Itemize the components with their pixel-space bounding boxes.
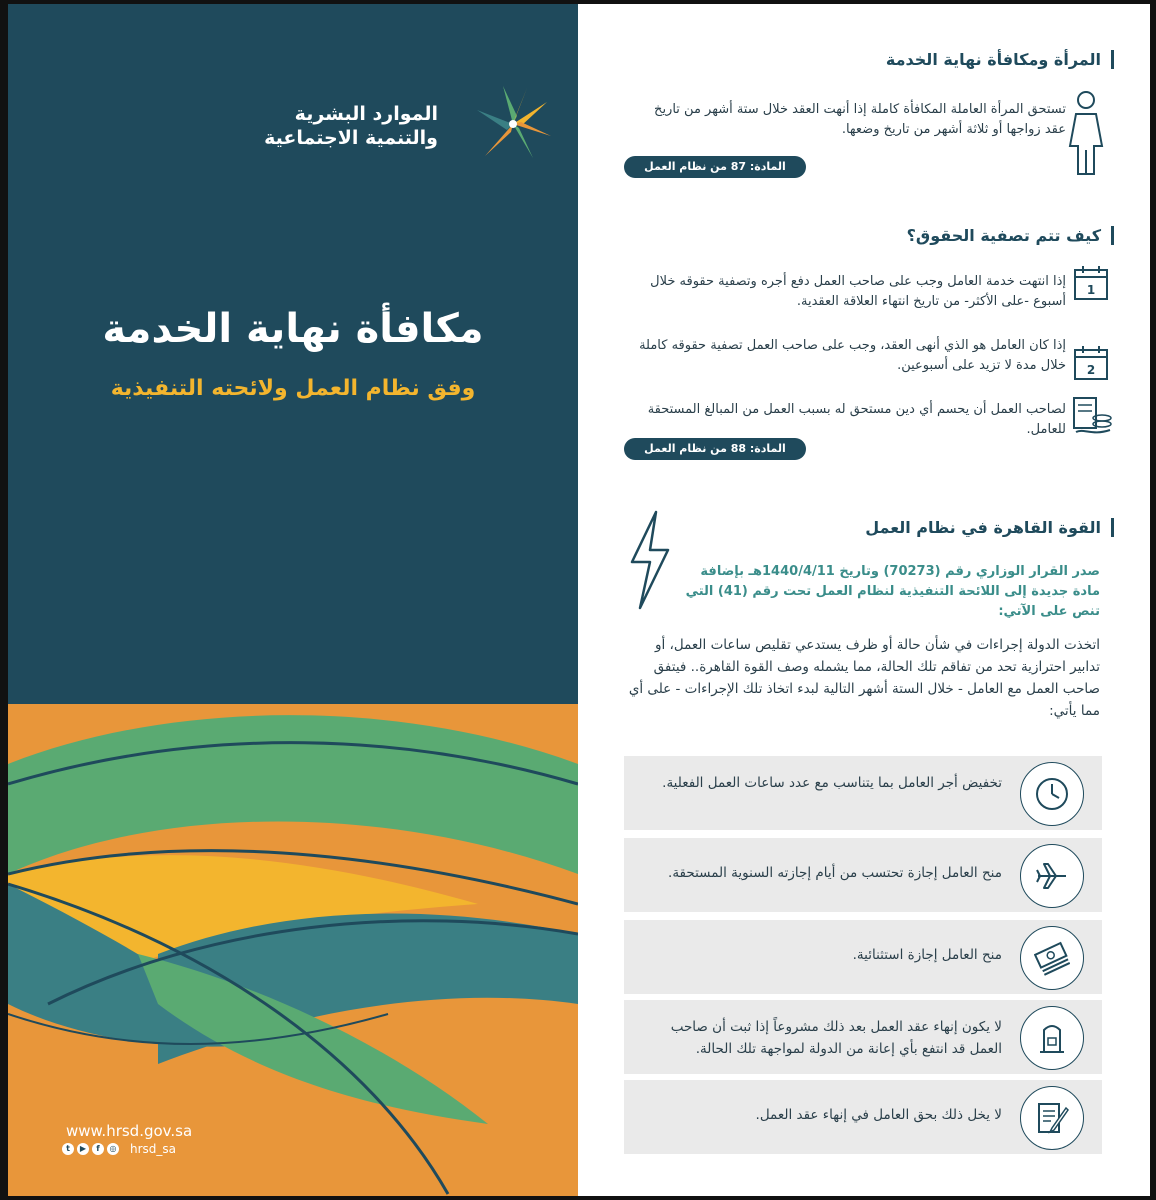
settlement-item-1-text: إذا انتهت خدمة العامل وجب على صاحب العمل دفع أجره وتصفية حقوقه خلال أسبوع -على الأكثر- من تاريخ انتهاء العلاقة العقدية.: [650, 274, 1066, 309]
settlement-item-2-text: إذا كان العامل هو الذي أنهى العقد، وجب على صاحب العمل تصفية حقوقه كاملة خلال مدة لا تزيد على أسبوعين.: [639, 338, 1066, 373]
section-settlement-title: كيف تتم تصفية الحقوق؟: [907, 226, 1114, 245]
money-document-icon: [1070, 394, 1114, 438]
cover-subtitle: وفق نظام العمل ولائحته التنفيذية: [110, 376, 476, 401]
building-icon: [1034, 1020, 1070, 1056]
option-text: تخفيض أجر العامل بما يتناسب مع عدد ساعات العمل الفعلية.: [662, 775, 1002, 791]
woman-icon: [1066, 90, 1106, 180]
cover-panel: [8, 4, 578, 1196]
contract-pen-icon: [1034, 1100, 1070, 1136]
option-text: لا يخل ذلك بحق العامل في إنهاء عقد العمل.: [755, 1107, 1002, 1123]
cover-title: مكافأة نهاية الخدمة: [102, 306, 484, 352]
women-text: تستحق المرأة العاملة المكافأة كاملة إذا أنهت العقد خلال ستة أشهر من تاريخ عقد زواجها أو ثلاثة أشهر من تاريخ وضعها.: [654, 102, 1066, 137]
ministerial-decree-text: صدر القرار الوزاري رقم (70273) وتاريخ 1440/4/11هـ بإضافة مادة جديدة إلى اللائحة التنفيذية لنظام العمل تحت رقم (41) التي تنص على الآتي:: [685, 564, 1100, 619]
option-text: منح العامل إجازة استثنائية.: [852, 947, 1002, 963]
border-right: [1150, 0, 1156, 1200]
cash-icon-circle: [1020, 926, 1084, 990]
website-link[interactable]: www.hrsd.gov.sa: [66, 1122, 193, 1140]
instagram-icon[interactable]: ◎: [107, 1143, 119, 1155]
option-text: لا يكون إنهاء عقد العمل بعد ذلك مشروعاً إذا ثبت أن صاحب العمل قد انتفع بأي إعانة من الدولة لمواجهة تلك الحالة.: [670, 1019, 1002, 1057]
wave-background: [8, 4, 578, 1196]
force-majeure-body: اتخذت الدولة إجراءات في شأن حالة أو ظرف يستدعي تقليص ساعات العمل، أو تدابير احترازية تحد من تفاقم تلك الحالة، مما يشمله وصف القوة القاهرة.. فيتفق صاحب العمل مع العامل - خلال الستة أشهر التالية لبدء اتخاذ تلك الإجراءات - على أي مما يأتي:: [628, 637, 1100, 719]
section-force-majeure-title: القوة القاهرة في نظام العمل: [865, 518, 1114, 537]
ministry-name-line1: الموارد البشرية: [294, 103, 438, 125]
ministry-name-line2: والتنمية الاجتماعية: [264, 127, 438, 149]
section-women-title: المرأة ومكافأة نهاية الخدمة: [886, 50, 1114, 69]
svg-text:2: 2: [1086, 363, 1096, 377]
option-exceptional-leave: [624, 920, 1102, 994]
airplane-icon: [1034, 858, 1070, 894]
clock-icon: [1034, 776, 1070, 812]
article-87-badge: المادة: 87 من نظام العمل: [624, 156, 806, 178]
building-icon-circle: [1020, 1006, 1084, 1070]
youtube-icon[interactable]: ▶: [77, 1143, 89, 1155]
border-bottom: [0, 1196, 1156, 1200]
social-handle: hrsd_sa: [130, 1142, 177, 1156]
social-links: [62, 1142, 176, 1156]
border-left: [0, 0, 8, 1200]
clock-icon-circle: [1020, 762, 1084, 826]
cash-icon: [1034, 940, 1070, 976]
contract-pen-icon-circle: [1020, 1086, 1084, 1150]
content-panel: [578, 4, 1150, 1196]
option-annual-leave: [624, 838, 1102, 912]
lightning-icon: [626, 510, 674, 610]
twitter-icon[interactable]: t: [62, 1143, 74, 1155]
article-88-badge: المادة: 88 من نظام العمل: [624, 438, 806, 460]
option-termination-not-legit: [624, 1000, 1102, 1074]
ministry-name: [264, 102, 438, 150]
settlement-item-3-text: لصاحب العمل أن يحسم أي دين مستحق له بسبب العمل من المبالغ المستحقة للعامل.: [647, 402, 1066, 437]
option-reduce-wage: [624, 756, 1102, 830]
calendar-2-icon: [1072, 344, 1110, 382]
calendar-1-icon: [1072, 264, 1110, 302]
airplane-icon-circle: [1020, 844, 1084, 908]
svg-text:1: 1: [1086, 283, 1096, 297]
option-text: منح العامل إجازة تحتسب من أيام إجازته السنوية المستحقة.: [668, 865, 1002, 881]
facebook-icon[interactable]: f: [92, 1143, 104, 1155]
option-worker-right: [624, 1080, 1102, 1154]
